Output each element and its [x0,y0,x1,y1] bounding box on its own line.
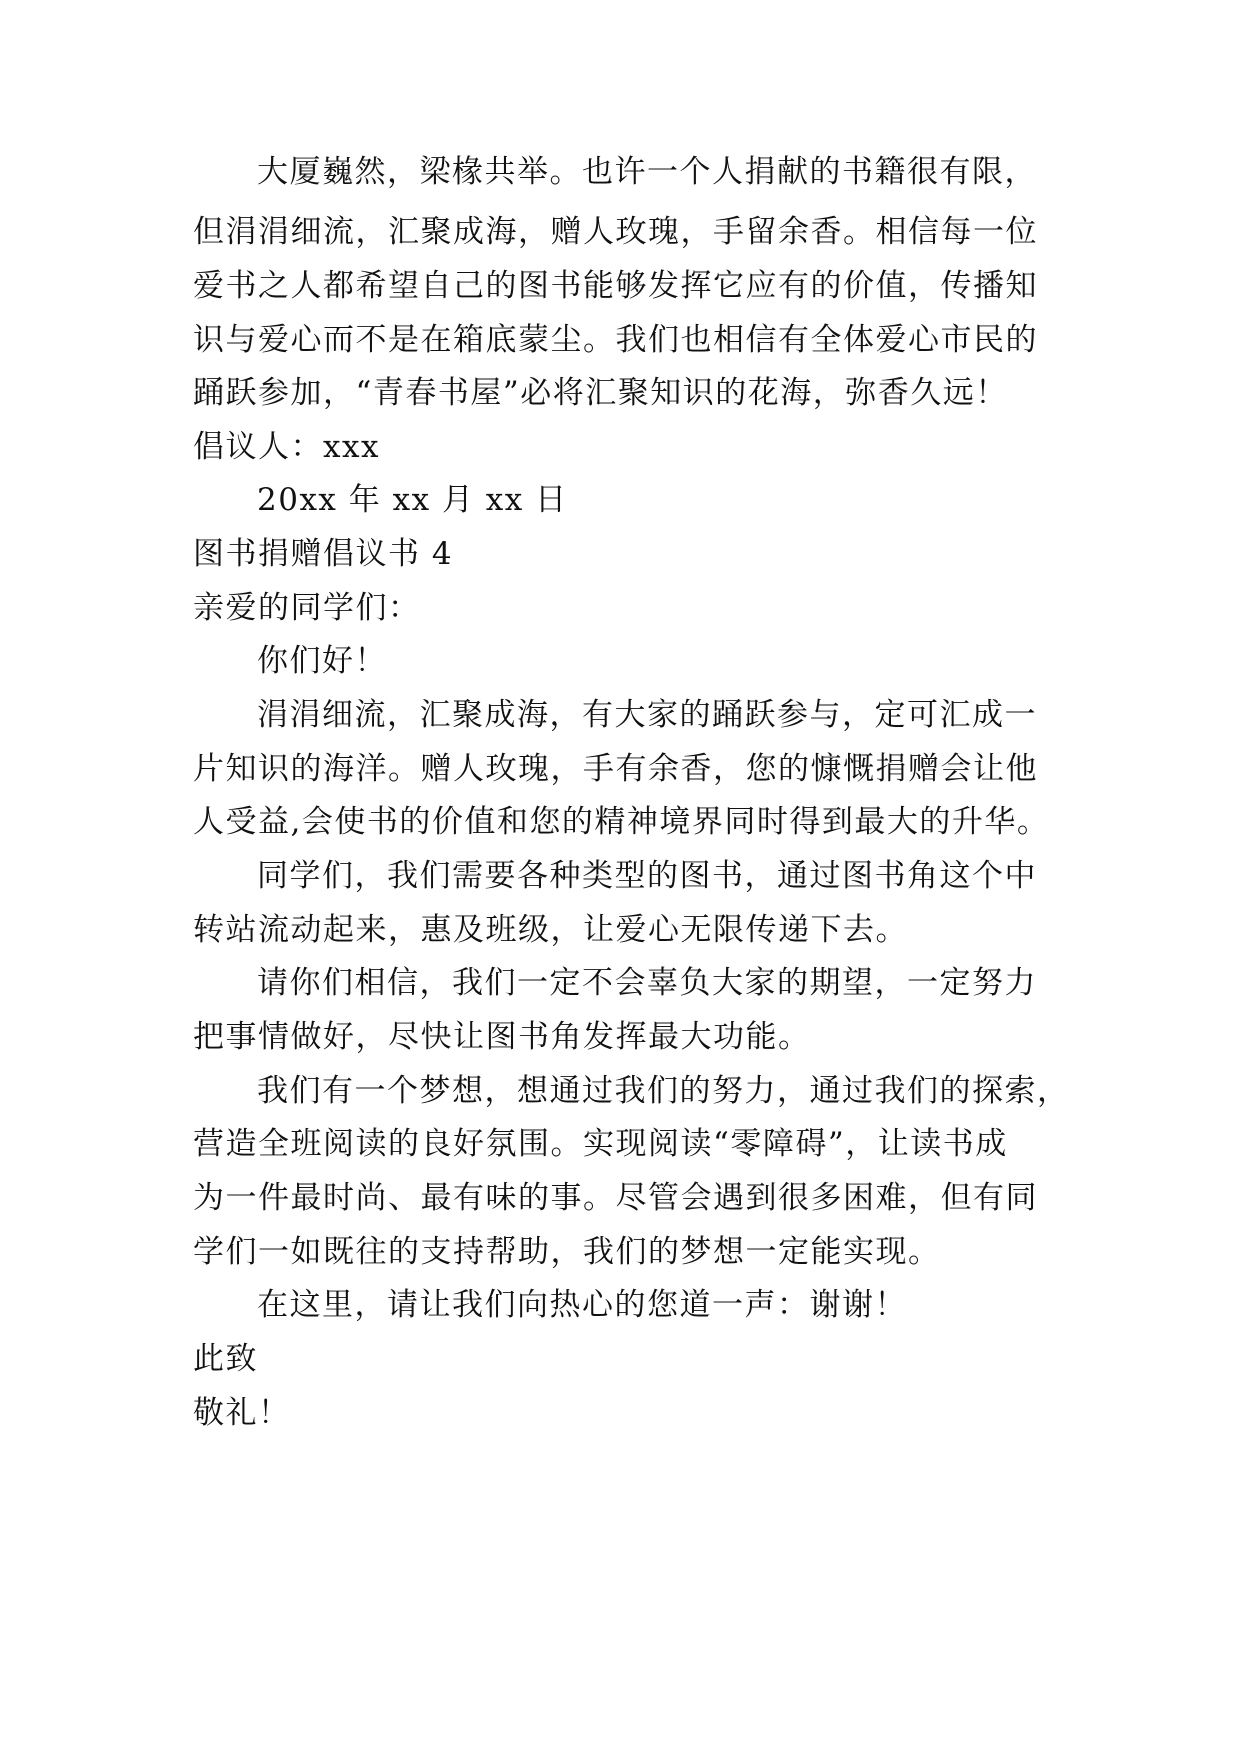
paragraph-line: 识与爱心而不是在箱底蒙尘。我们也相信有全体爱心市民的 [193,322,1038,358]
paragraph-line: 涓涓细流，汇聚成海，有大家的踊跃参与，定可汇成一 [257,697,1037,733]
paragraph-line: 踊跃参加，“青春书屋”必将汇聚知识的花海，弥香久远！ [193,375,1008,411]
section-title: 图书捐赠倡议书 4 [193,536,454,572]
paragraph-line: 把事情做好，尽快让图书角发挥最大功能。 [193,1019,811,1055]
paragraph-line: 转站流动起来，惠及班级，让爱心无限传递下去。 [193,912,908,948]
paragraph-line: 同学们，我们需要各种类型的图书，通过图书角这个中 [257,858,1037,894]
paragraph-line: 大厦巍然，梁椽共举。也许一个人捐献的书籍很有限， [257,154,1037,190]
paragraph-line: 但涓涓细流，汇聚成海，赠人玫瑰，手留余香。相信每一位 [193,214,1038,250]
closing-line: 敬礼！ [193,1395,291,1431]
greeting: 你们好！ [257,643,387,679]
closing-line: 此致 [193,1341,258,1377]
paragraph-line: 请你们相信，我们一定不会辜负大家的期望，一定努力 [257,965,1037,1001]
paragraph-line: 人受益,会使书的价值和您的精神境界同时得到最大的升华。 [193,804,1050,840]
proposer-line: 倡议人：xxx [193,429,380,465]
date-line: 20xx 年 xx 月 xx 日 [257,482,568,518]
salutation: 亲爱的同学们： [193,590,421,626]
paragraph-line: 片知识的海洋。赠人玫瑰，手有余香，您的慷慨捐赠会让他 [193,751,1038,787]
paragraph-line: 在这里，请让我们向热心的您道一声：谢谢！ [257,1287,907,1323]
paragraph-line: 我们有一个梦想，想通过我们的努力，通过我们的探索， [257,1073,1070,1109]
paragraph-line: 爱书之人都希望自己的图书能够发挥它应有的价值，传播知 [193,268,1038,304]
paragraph-line: 学们一如既往的支持帮助，我们的梦想一定能实现。 [193,1234,941,1270]
paragraph-line: 营造全班阅读的良好氛围。实现阅读“零障碍”，让读书成 [193,1126,1008,1162]
paragraph-line: 为一件最时尚、最有味的事。尽管会遇到很多困难，但有同 [193,1180,1038,1216]
